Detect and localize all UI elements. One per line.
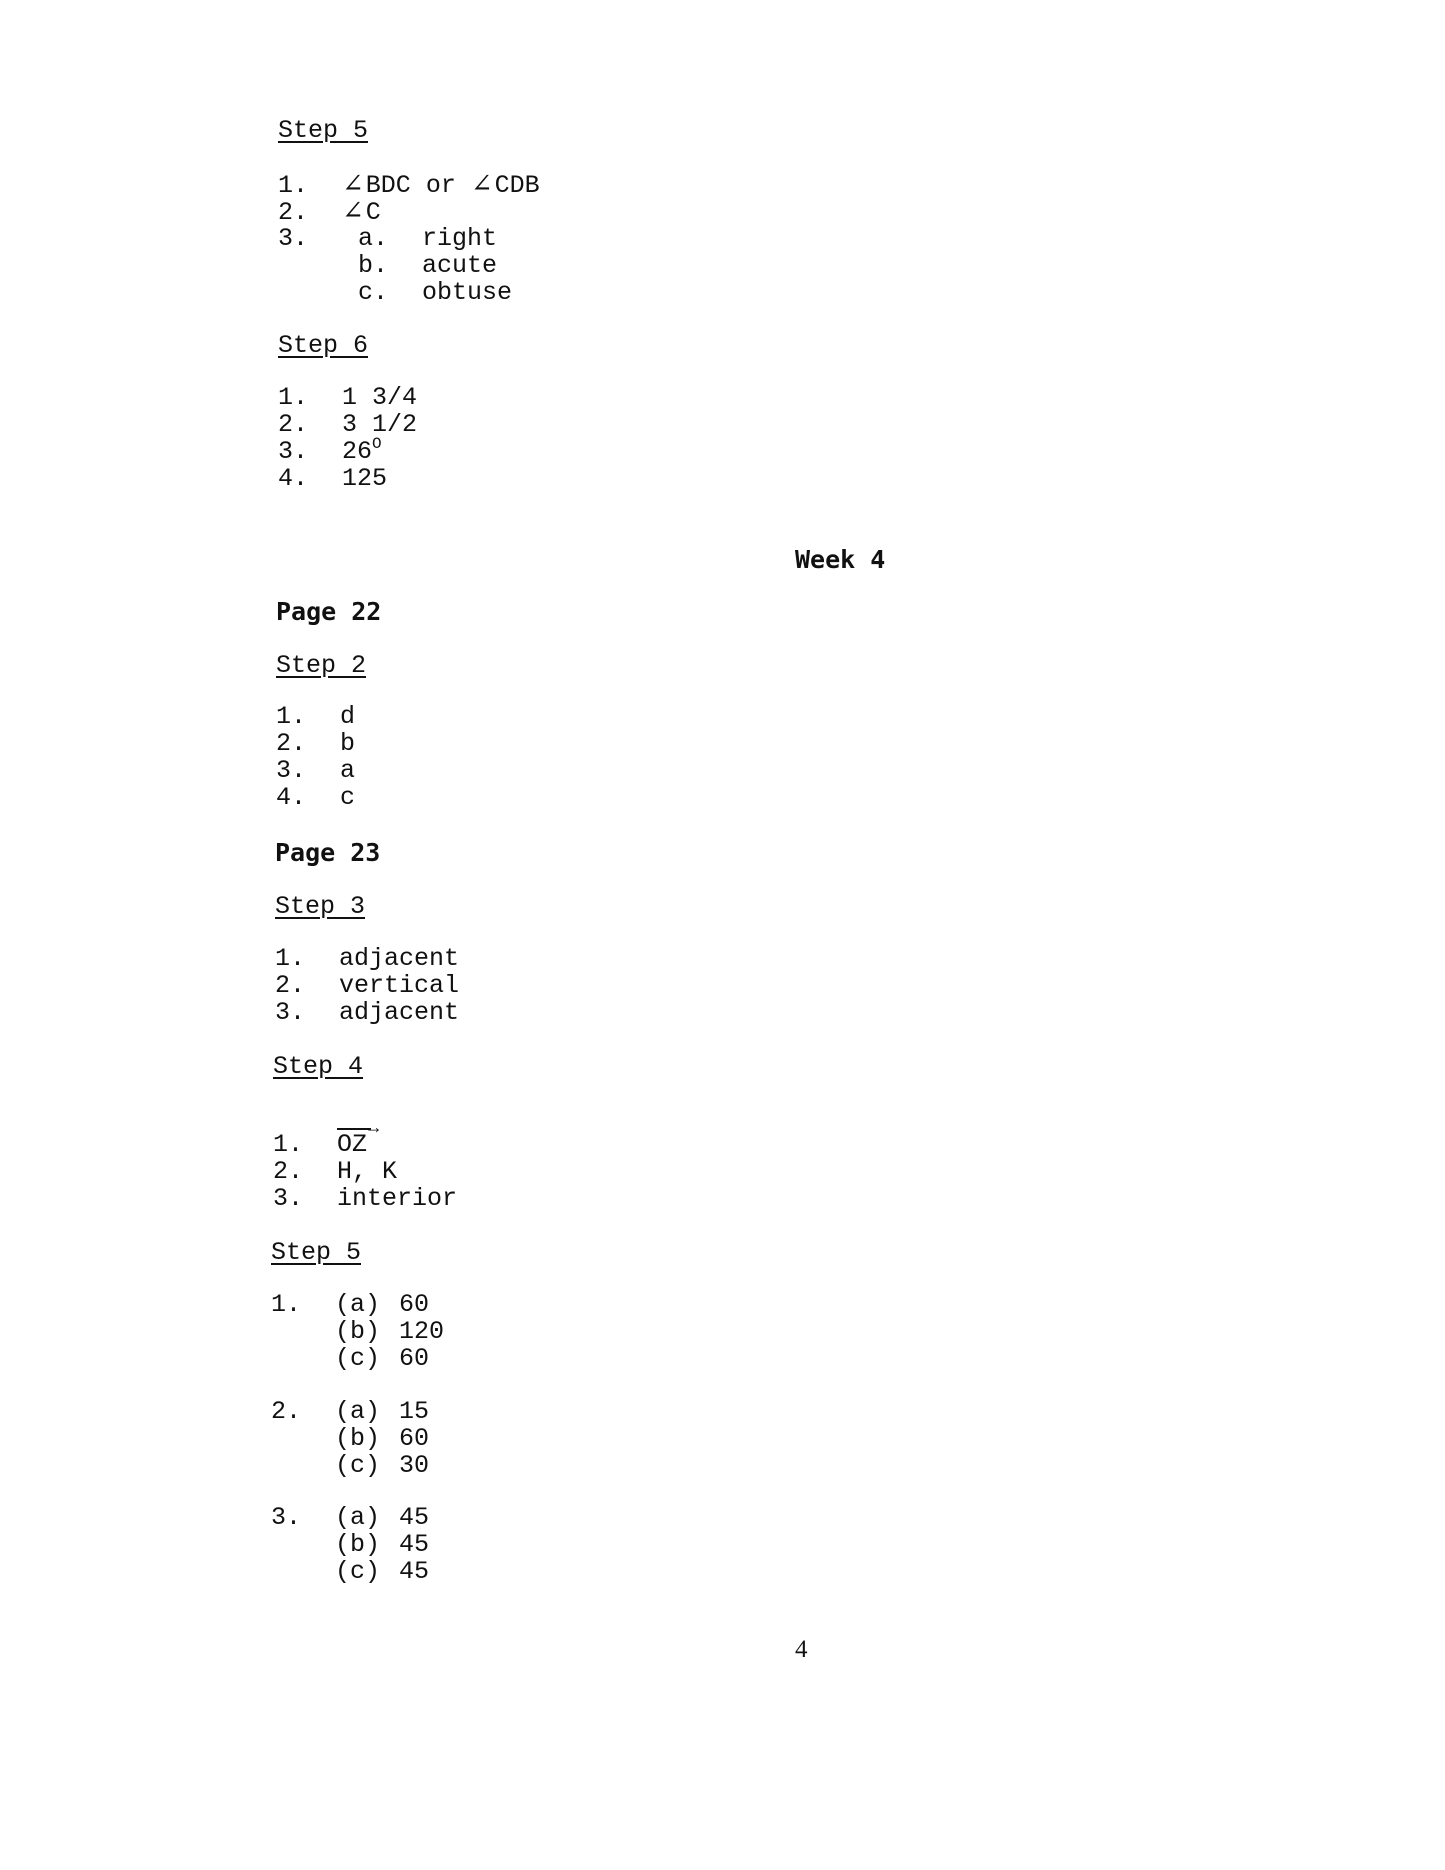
prev-step6-list: [278, 384, 417, 492]
sub-letter: (a): [335, 1397, 381, 1426]
ray-bar: [337, 1128, 371, 1130]
sub-letter: a.: [358, 224, 389, 253]
page22-heading: Page 22: [276, 597, 382, 626]
step6-heading: Step 6: [278, 331, 369, 360]
list-item: [276, 703, 355, 730]
sub-answer: 60: [399, 1344, 430, 1373]
sub-answer: 45: [399, 1557, 430, 1586]
list-item: [273, 1119, 457, 1159]
sub-answer: 60: [399, 1290, 430, 1319]
list-item: [276, 757, 355, 784]
angle-icon: ∠: [342, 196, 364, 226]
sub-letter: (b): [335, 1530, 381, 1559]
ray-arrow-icon: →: [368, 1119, 380, 1139]
sub-answer: acute: [422, 251, 498, 280]
item-number: 4.: [276, 783, 307, 812]
list-item: [278, 171, 540, 198]
or-word: or: [425, 171, 456, 200]
item-answer: a: [340, 756, 356, 785]
sub-answer: 120: [399, 1317, 445, 1346]
item-number: 3.: [273, 1184, 304, 1213]
page22-step2-heading: Step 2: [276, 651, 367, 680]
item-number: 2.: [271, 1397, 302, 1426]
sub-letter: (c): [335, 1557, 381, 1586]
sub-letter: (c): [335, 1451, 381, 1480]
item-answer: c: [340, 783, 356, 812]
item-number: 2.: [276, 729, 307, 758]
item-answer: 26: [342, 437, 373, 466]
list-item: [278, 225, 540, 252]
list-item: [271, 1398, 429, 1425]
angle-name: BDC: [365, 171, 411, 200]
sub-answer: 60: [399, 1424, 430, 1453]
page23-step5-group: [271, 1504, 429, 1585]
sub-letter: c.: [358, 278, 389, 307]
sub-answer: right: [422, 224, 498, 253]
page23-step5-group: [271, 1291, 444, 1372]
item-number: 1.: [276, 702, 307, 731]
page23-heading: Page 23: [275, 838, 381, 867]
item-number: 3.: [276, 756, 307, 785]
item-answer: 1 3/4: [342, 383, 418, 412]
item-number: 2.: [275, 971, 306, 1000]
page22-step2-list: [276, 703, 355, 811]
page23-step3-list: [275, 945, 459, 1026]
sub-answer: 30: [399, 1451, 430, 1480]
list-item: [271, 1345, 444, 1372]
item-answer: vertical: [339, 971, 460, 1000]
list-item: [271, 1291, 444, 1318]
sub-letter: (a): [335, 1503, 381, 1532]
sub-letter: (a): [335, 1290, 381, 1319]
page23-step5-group: [271, 1398, 429, 1479]
item-answer: interior: [337, 1184, 458, 1213]
angle-icon: ∠: [342, 169, 364, 199]
sub-answer: 45: [399, 1530, 430, 1559]
item-number: 3.: [278, 224, 309, 253]
item-answer: b: [340, 729, 356, 758]
list-item: [271, 1318, 444, 1345]
list-item: [278, 198, 540, 225]
list-item: [278, 411, 417, 438]
sub-letter: (b): [335, 1424, 381, 1453]
item-answer: H, K: [337, 1157, 398, 1186]
item-number: 2.: [278, 198, 309, 227]
list-item: [276, 784, 355, 811]
ray-name: OZ: [337, 1130, 368, 1159]
list-item: [271, 1504, 429, 1531]
page23-step4-list: [273, 1119, 458, 1213]
item-number: 4.: [278, 464, 309, 493]
item-number: 3.: [271, 1503, 302, 1532]
page-number: 4: [795, 1636, 808, 1663]
ray-notation: [337, 1119, 380, 1159]
list-item: [278, 279, 540, 306]
sub-answer: obtuse: [422, 278, 513, 307]
page23-step5-heading: Step 5: [271, 1238, 362, 1267]
item-number: 1.: [273, 1130, 304, 1159]
degree-superscript: O: [372, 435, 382, 453]
list-item: [271, 1531, 429, 1558]
sub-letter: (c): [335, 1344, 381, 1373]
prev-step5-list: [278, 171, 540, 306]
step5-heading: Step 5: [278, 116, 369, 145]
page23-step3-heading: Step 3: [275, 892, 366, 921]
sub-answer: 45: [399, 1503, 430, 1532]
list-item: [278, 435, 417, 466]
list-item: [276, 730, 355, 757]
list-item: [271, 1558, 429, 1585]
list-item: [273, 1158, 457, 1185]
item-answer: 3 1/2: [342, 410, 418, 439]
item-answer: d: [340, 702, 356, 731]
item-answer: adjacent: [339, 944, 460, 973]
list-item: [275, 999, 459, 1026]
list-item: [278, 252, 540, 279]
item-number: 3.: [275, 998, 306, 1027]
list-item: [275, 945, 459, 972]
item-number: 3.: [278, 437, 309, 466]
list-item: [278, 465, 417, 492]
angle-icon: ∠: [470, 169, 493, 199]
item-number: 1.: [271, 1290, 302, 1319]
item-number: 1.: [278, 171, 309, 200]
angle-name: C: [365, 198, 381, 227]
item-answer: adjacent: [339, 998, 460, 1027]
list-item: [271, 1452, 429, 1479]
list-item: [275, 972, 459, 999]
sub-answer: 15: [399, 1397, 430, 1426]
sub-letter: (b): [335, 1317, 381, 1346]
page23-step4-heading: Step 4: [273, 1052, 364, 1081]
item-answer: 125: [342, 464, 388, 493]
week-title: Week 4: [795, 545, 886, 574]
item-number: 1.: [278, 383, 309, 412]
list-item: [273, 1185, 457, 1212]
list-item: [271, 1425, 429, 1452]
item-number: 2.: [278, 410, 309, 439]
list-item: [278, 384, 417, 411]
sub-letter: b.: [358, 251, 389, 280]
item-number: 2.: [273, 1157, 304, 1186]
item-number: 1.: [275, 944, 306, 973]
angle-name: CDB: [494, 171, 540, 200]
